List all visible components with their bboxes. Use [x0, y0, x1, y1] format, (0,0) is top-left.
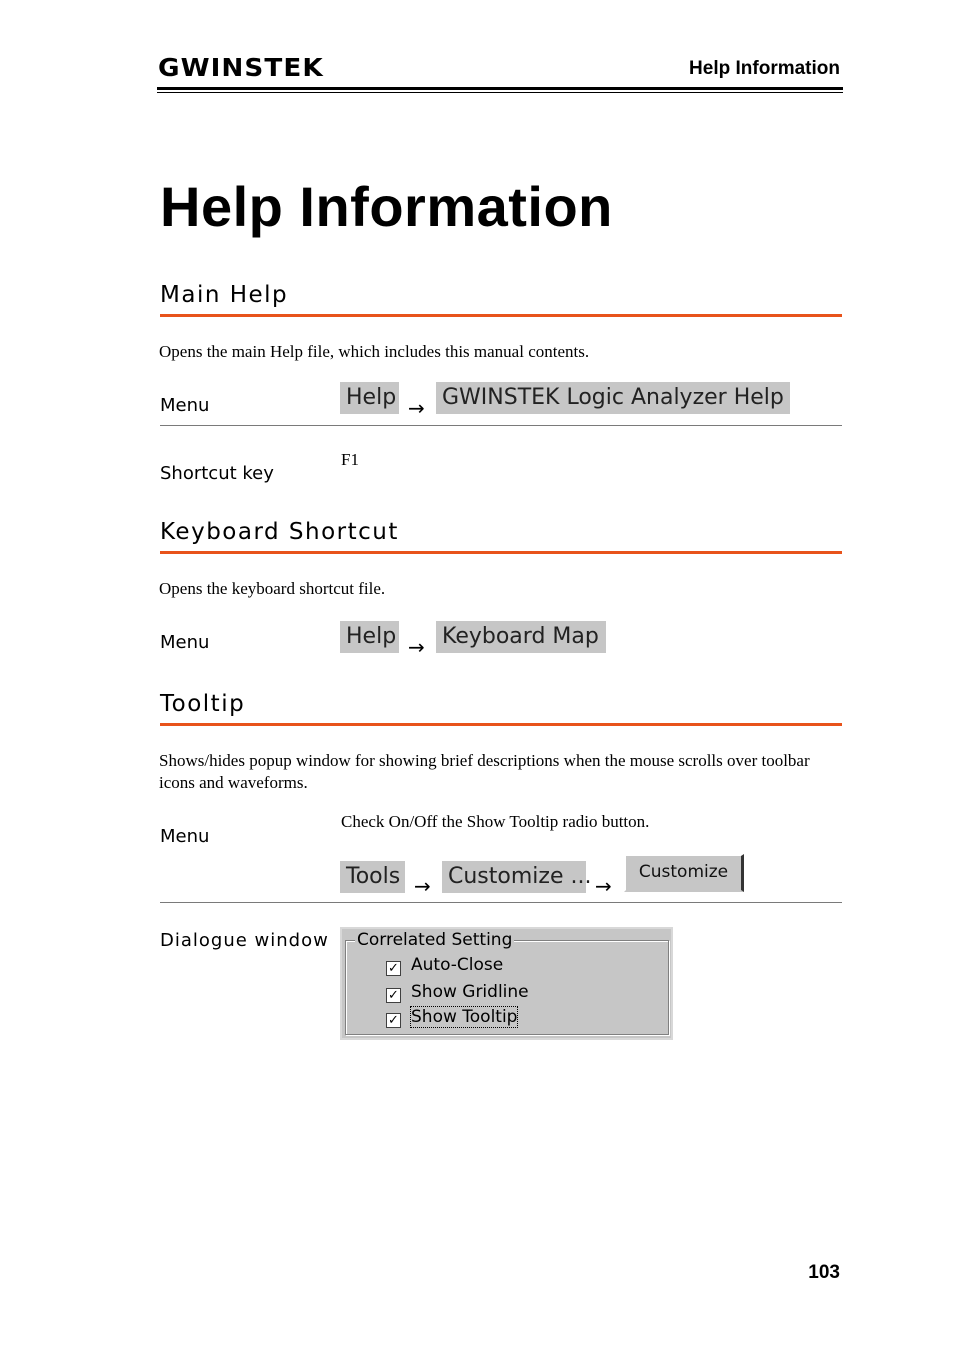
arrow-icon: →	[414, 874, 431, 898]
arrow-icon: →	[408, 635, 425, 659]
header-rule	[157, 87, 843, 90]
arrow-icon: →	[408, 396, 425, 420]
keyboard-shortcut-description: Opens the keyboard shortcut file.	[159, 579, 386, 598]
checkbox-checked-icon[interactable]: ✓	[386, 1013, 401, 1028]
option-label: Auto-Close	[411, 955, 504, 975]
arrow-icon: →	[595, 874, 612, 898]
shortcut-key-value: F1	[341, 450, 359, 469]
tooltip-rule	[160, 723, 842, 726]
show-gridline-option[interactable]	[386, 982, 529, 1003]
menu-keyboard-map[interactable]: Keyboard Map	[436, 621, 606, 653]
tooltip-menu-instruction: Check On/Off the Show Tooltip radio button.	[341, 812, 650, 831]
option-label: Show Gridline	[411, 982, 529, 1002]
menu-help[interactable]: Help	[340, 621, 399, 653]
tooltip-menu-label: Menu	[160, 826, 210, 847]
page-number: 103	[808, 1262, 840, 1283]
header-rule-thin	[157, 92, 843, 93]
gwinstek-logo: GWINSTEK	[158, 53, 324, 82]
correlated-setting-dialog	[340, 927, 673, 1040]
divider	[160, 425, 842, 426]
page-title: Help Information	[160, 175, 613, 238]
checkbox-checked-icon[interactable]: ✓	[386, 961, 401, 976]
main-help-menu-label: Menu	[160, 395, 210, 416]
checkbox-checked-icon[interactable]: ✓	[386, 988, 401, 1003]
tooltip-description: Shows/hides popup window for showing brief descriptions when the mouse scrolls over toolbar icons and waveforms.	[159, 751, 810, 792]
option-label: Show Tooltip	[411, 1007, 518, 1027]
shortcut-key-label: Shortcut key	[160, 463, 274, 484]
main-help-description: Opens the main Help file, which includes this manual contents.	[159, 342, 590, 361]
menu-customize[interactable]: Customize ...	[442, 861, 586, 893]
menu-gwinstek-logic-analyzer-help[interactable]: GWINSTEK Logic Analyzer Help	[436, 382, 790, 414]
customize-button[interactable]: Customize	[624, 854, 744, 892]
dialogue-window-label: Dialogue window	[160, 930, 329, 951]
header-section-title: Help Information	[689, 58, 840, 79]
main-help-heading: Main Help	[160, 282, 289, 308]
keyboard-shortcut-menu-label: Menu	[160, 632, 210, 653]
auto-close-option[interactable]	[386, 955, 503, 976]
menu-tools[interactable]: Tools	[340, 861, 405, 893]
show-tooltip-option[interactable]	[386, 1007, 517, 1028]
divider	[160, 902, 842, 903]
keyboard-shortcut-rule	[160, 551, 842, 554]
menu-help[interactable]: Help	[340, 382, 399, 414]
tooltip-heading: Tooltip	[160, 691, 246, 717]
group-title: Correlated Setting	[357, 930, 513, 950]
main-help-rule	[160, 314, 842, 317]
keyboard-shortcut-heading: Keyboard Shortcut	[160, 519, 399, 545]
